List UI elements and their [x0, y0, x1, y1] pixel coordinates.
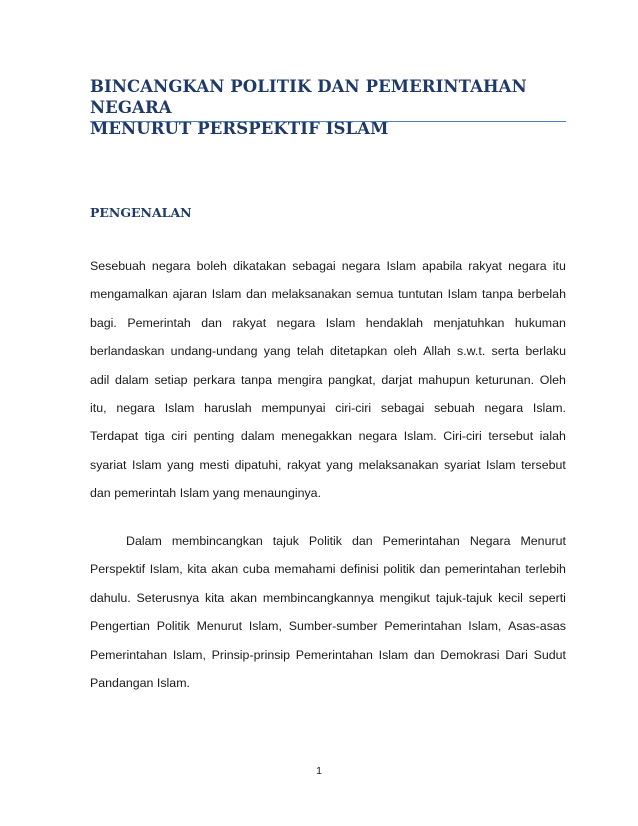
- word: kita: [187, 562, 207, 577]
- word: sebuah: [434, 400, 475, 415]
- word: berlandaskan: [90, 344, 165, 359]
- word: syariat: [443, 457, 481, 472]
- word: Islam,: [172, 647, 206, 662]
- word: negara: [484, 400, 524, 415]
- word: kecil: [498, 590, 523, 605]
- word: Dari: [505, 647, 528, 662]
- paragraph-line: [90, 485, 566, 513]
- word: mesti: [199, 457, 230, 472]
- word: Islam.: [403, 429, 437, 444]
- paragraph-line: [90, 343, 566, 371]
- word: negara: [116, 400, 155, 415]
- word: mengikut: [379, 590, 430, 605]
- word: tajuk: [272, 534, 299, 548]
- word: keturunan.: [475, 372, 535, 387]
- word: tajuk-tajuk: [435, 590, 493, 605]
- word: bagi.: [90, 315, 117, 330]
- word: tersebut: [521, 457, 566, 472]
- word: Pandangan: [90, 675, 154, 690]
- word: telah: [296, 344, 324, 359]
- paragraph-line: [90, 258, 566, 286]
- word: Sumber-sumber: [288, 619, 378, 634]
- word: adil: [90, 372, 110, 387]
- paragraph-line: [90, 286, 566, 314]
- word: ciri-ciri: [335, 400, 372, 415]
- word: negara: [276, 315, 316, 330]
- word: negara: [508, 259, 547, 273]
- paragraph-line: [90, 675, 566, 703]
- word: melaksanakan: [271, 287, 352, 302]
- word: Politik: [308, 534, 342, 548]
- word: Politik: [156, 619, 190, 634]
- word: membincangkan: [171, 534, 263, 548]
- word: ditetapkan: [330, 344, 388, 359]
- word: Islam,: [468, 619, 502, 634]
- word: undang-undang: [170, 344, 258, 359]
- word: apabila: [422, 259, 463, 273]
- word: dan: [351, 534, 373, 548]
- word: terlebih: [525, 562, 566, 577]
- word: dipatuhi,: [234, 457, 282, 472]
- word: menaunginya.: [243, 486, 322, 501]
- word: rakyat: [232, 315, 267, 330]
- word: pangkat,: [328, 372, 376, 387]
- word: Islam: [211, 287, 242, 302]
- word: yang: [167, 457, 194, 472]
- word: haruslah: [204, 400, 252, 415]
- word: yang: [212, 486, 240, 501]
- word: politik: [383, 562, 416, 577]
- word: akan: [211, 562, 239, 577]
- paragraph-line: [90, 372, 566, 400]
- word: Demokrasi: [440, 647, 500, 662]
- word: tiga: [144, 429, 165, 444]
- word: dan: [201, 315, 222, 330]
- word: Islam.: [156, 675, 190, 690]
- word: pemerintah: [114, 486, 177, 501]
- word: hukuman: [514, 315, 566, 330]
- word: dan: [413, 647, 435, 662]
- paragraph-line: [90, 315, 566, 343]
- word: Allah: [423, 344, 451, 359]
- word: negara: [358, 429, 398, 444]
- word: negara: [341, 259, 381, 273]
- word: dalam: [240, 429, 275, 444]
- word: definisi: [340, 562, 379, 577]
- document-title-line-2: MENURUT PERSPEKTIF ISLAM: [90, 119, 389, 138]
- word: Prinsip-prinsip: [211, 647, 291, 662]
- word: Islam: [179, 486, 210, 501]
- word: oleh: [393, 344, 417, 359]
- paragraph-1: [90, 258, 566, 514]
- word: itu: [552, 259, 566, 273]
- word: penting: [193, 429, 235, 444]
- word: Ciri-ciri: [443, 429, 482, 444]
- paragraph-line: [90, 618, 566, 646]
- word: Pemerintah: [127, 315, 191, 330]
- word: sebagai: [380, 400, 425, 415]
- word: Asas-asas: [508, 619, 566, 634]
- word: ialah: [539, 429, 566, 444]
- word: kita: [205, 590, 225, 605]
- word: Pemerintahan: [90, 647, 168, 662]
- word: memahami: [274, 562, 336, 577]
- word: syariat: [90, 457, 127, 472]
- word: Islam: [485, 457, 516, 472]
- word: Menurut: [520, 534, 566, 548]
- word: Negara: [469, 534, 511, 548]
- paragraph-line: [90, 533, 566, 561]
- paragraph-line: [90, 647, 566, 675]
- word: Sudut: [533, 647, 566, 662]
- word: s.w.t.: [457, 344, 486, 359]
- word: Islam,: [149, 562, 183, 577]
- word: tersebut: [488, 429, 534, 444]
- word: yang: [326, 457, 354, 472]
- word: dahulu.: [90, 590, 131, 605]
- word: Islam: [325, 315, 356, 330]
- word: cuba: [242, 562, 270, 577]
- word: seperti: [528, 590, 566, 605]
- word: dan: [90, 486, 111, 501]
- word: Oleh: [539, 372, 566, 387]
- paragraph-line: [90, 400, 566, 428]
- word: hendaklah: [365, 315, 423, 330]
- document-title-line-1: BINCANGKAN POLITIK DAN PEMERINTAHAN NEGARA: [90, 77, 527, 117]
- word: dikatakan: [233, 259, 287, 273]
- word: ciri: [171, 429, 188, 444]
- word: Sesebuah: [90, 259, 146, 273]
- word: Islam: [132, 457, 162, 472]
- word: Islam,: [248, 619, 282, 634]
- word: boleh: [196, 259, 227, 273]
- word: akan: [230, 590, 258, 605]
- word: menjatuhkan: [433, 315, 505, 330]
- word: membincangkannya: [262, 590, 374, 605]
- paragraph-line: [90, 590, 566, 618]
- word: mengamalkan: [90, 287, 168, 302]
- word: rakyat: [286, 457, 321, 472]
- title-underline-rule: [90, 121, 566, 122]
- word: Islam: [447, 287, 478, 302]
- document-title: [90, 76, 570, 139]
- word: mengira: [277, 372, 323, 387]
- word: berlaku: [525, 344, 566, 359]
- word: Islam: [378, 647, 409, 662]
- word: semua: [356, 287, 394, 302]
- word: mahupun: [418, 372, 470, 387]
- word: darjat: [381, 372, 413, 387]
- word: tanpa: [240, 372, 272, 387]
- word: Islam.: [532, 400, 566, 415]
- word: pemerintahan: [444, 562, 521, 577]
- word: Pemerintahan: [382, 534, 460, 548]
- word: ajaran: [172, 287, 208, 302]
- word: perkara: [193, 372, 236, 387]
- word: Islam: [164, 400, 195, 415]
- word: itu,: [90, 400, 107, 415]
- page-number: 1: [316, 765, 322, 777]
- word: Islam: [386, 259, 417, 273]
- word: Menurut: [196, 619, 243, 634]
- paragraph-line: [90, 561, 566, 589]
- paragraph-line: [90, 457, 566, 485]
- word: menegakkan: [281, 429, 353, 444]
- word: dalam: [115, 372, 149, 387]
- word: tanpa: [481, 287, 513, 302]
- word: tuntutan: [398, 287, 443, 302]
- word: setiap: [154, 372, 188, 387]
- word: dan: [246, 287, 267, 302]
- word: Pemerintahan: [295, 647, 373, 662]
- word: dan: [419, 562, 441, 577]
- paragraph-line: [90, 428, 566, 456]
- word: Perspektif: [90, 562, 146, 577]
- word: melaksanakan: [358, 457, 439, 472]
- word: berbelah: [517, 287, 566, 302]
- word: rakyat: [468, 259, 502, 273]
- word: mempunyai: [261, 400, 326, 415]
- section-heading-pengenalan: PENGENALAN: [90, 205, 192, 220]
- word: Pemerintahan: [384, 619, 462, 634]
- word: sebagai: [292, 259, 336, 273]
- word: Pengertian: [90, 619, 150, 634]
- word: Dalam: [126, 534, 162, 548]
- word: serta: [491, 344, 520, 359]
- paragraph-2: [90, 533, 566, 703]
- word: Seterusnya: [136, 590, 200, 605]
- word: yang: [263, 344, 291, 359]
- word: negara: [151, 259, 191, 273]
- word: Terdapat: [90, 429, 139, 444]
